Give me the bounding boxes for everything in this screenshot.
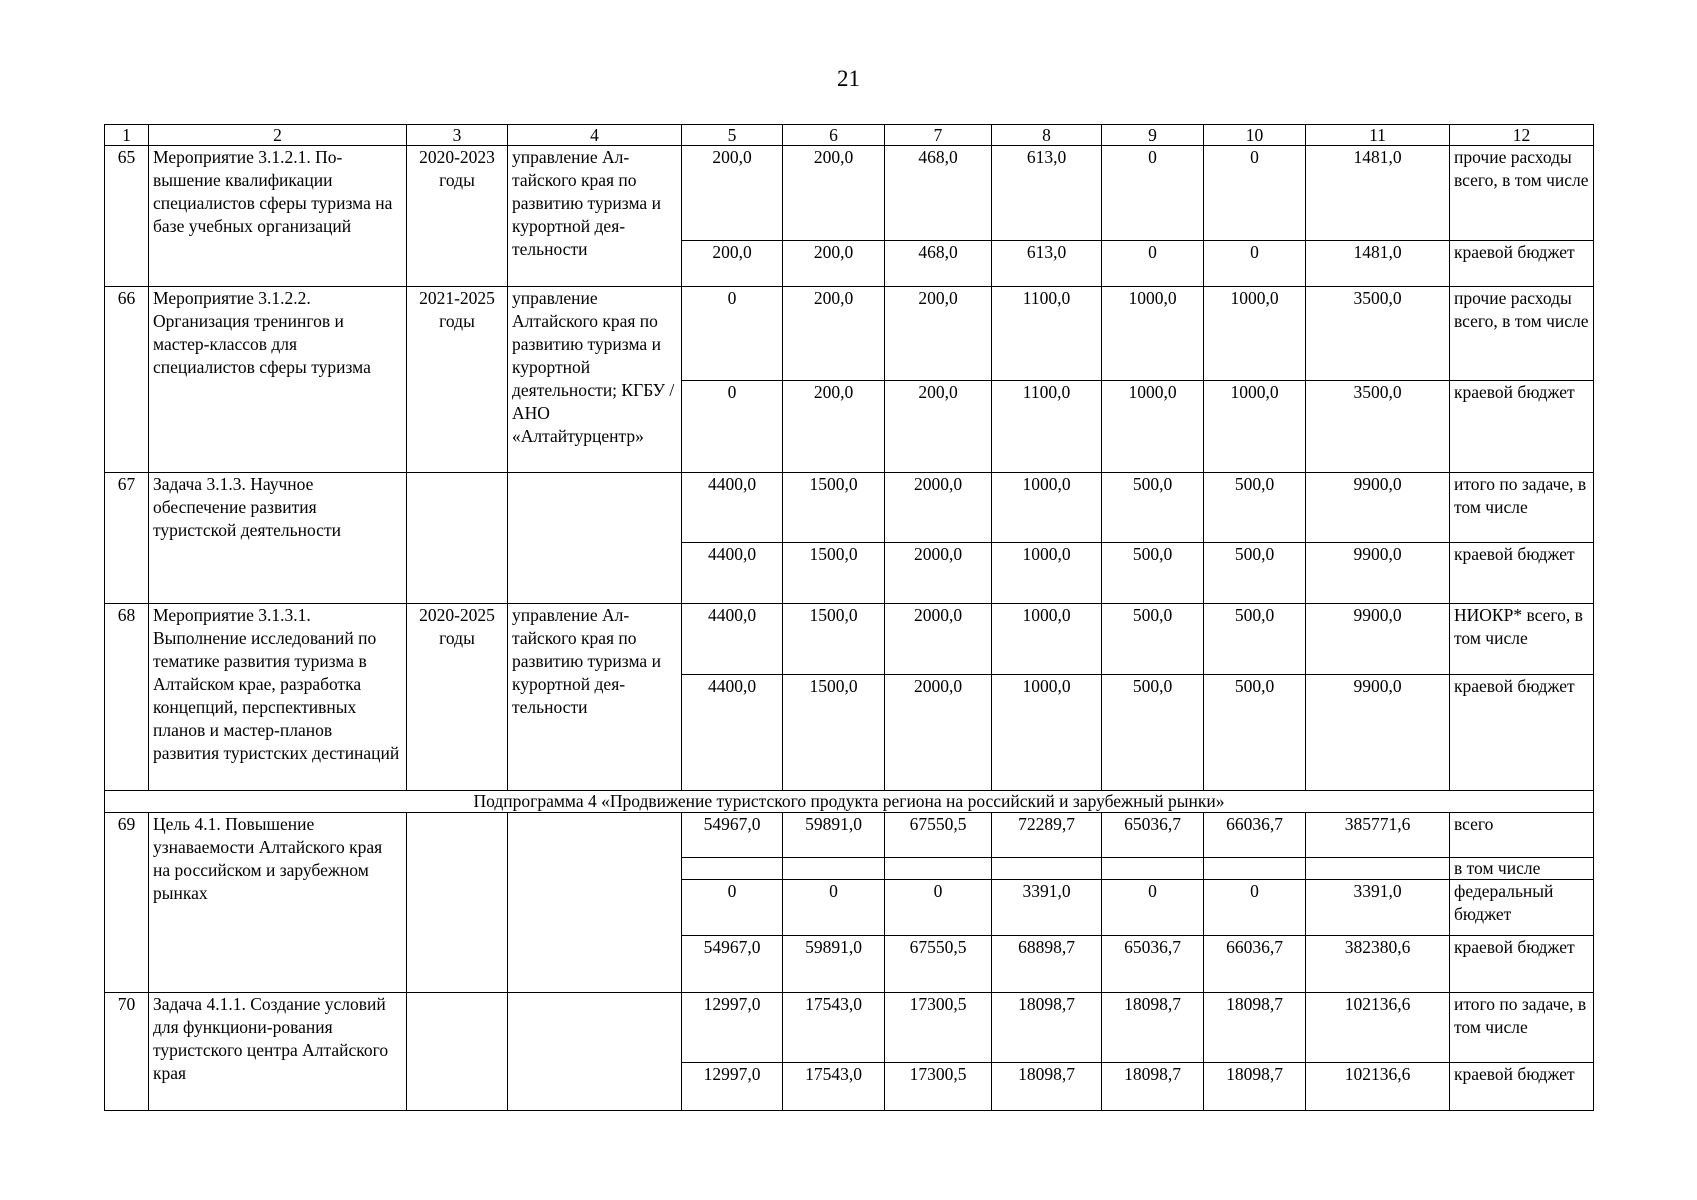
value-cell: 0 — [682, 880, 783, 936]
value-cell: 4400,0 — [682, 604, 783, 675]
subprogram-title: Подпрограмма 4 «Продвижение туристского продукта региона на российский и зарубежный рынки» — [105, 791, 1594, 813]
value-cell: 4400,0 — [682, 473, 783, 543]
funding-source: краевой бюджет — [1450, 241, 1594, 287]
funding-source: краевой бюджет — [1450, 543, 1594, 604]
value-cell: 500,0 — [1102, 473, 1204, 543]
value-cell: 66036,7 — [1204, 813, 1306, 858]
header-cell: 8 — [992, 125, 1102, 146]
total-cell: 382380,6 — [1306, 936, 1450, 993]
header-cell: 6 — [783, 125, 885, 146]
value-cell: 17543,0 — [783, 1063, 885, 1111]
total-cell: 9900,0 — [1306, 473, 1450, 543]
total-cell: 3391,0 — [1306, 880, 1450, 936]
value-cell: 2000,0 — [885, 675, 992, 791]
value-cell: 1000,0 — [992, 604, 1102, 675]
value-cell: 18098,7 — [1204, 993, 1306, 1063]
header-cell: 3 — [407, 125, 508, 146]
value-cell — [992, 858, 1102, 880]
value-cell: 0 — [1204, 241, 1306, 287]
value-cell — [885, 858, 992, 880]
value-cell: 500,0 — [1102, 604, 1204, 675]
value-cell: 3391,0 — [992, 880, 1102, 936]
funding-source: краевой бюджет — [1450, 675, 1594, 791]
executor: управление Ал-тайского края по развитию туризма и курортной дея-тельности — [508, 146, 682, 287]
value-cell: 2000,0 — [885, 473, 992, 543]
header-cell: 12 — [1450, 125, 1594, 146]
value-cell: 17543,0 — [783, 993, 885, 1063]
row-number: 66 — [105, 287, 149, 473]
value-cell: 1100,0 — [992, 381, 1102, 473]
value-cell: 468,0 — [885, 241, 992, 287]
table-row — [105, 287, 1594, 381]
task-name: Задача 3.1.3. Научное обеспечение развития туристской деятельности — [149, 473, 407, 604]
value-cell: 66036,7 — [1204, 936, 1306, 993]
value-cell: 72289,7 — [992, 813, 1102, 858]
header-cell: 5 — [682, 125, 783, 146]
executor: управление Ал-тайского края по развитию туризма и курортной дея-тельности — [508, 604, 682, 791]
value-cell: 4400,0 — [682, 675, 783, 791]
value-cell: 0 — [783, 880, 885, 936]
funding-source: краевой бюджет — [1450, 1063, 1594, 1111]
value-cell: 59891,0 — [783, 813, 885, 858]
value-cell: 54967,0 — [682, 813, 783, 858]
program-table — [104, 124, 1594, 1111]
total-cell: 3500,0 — [1306, 381, 1450, 473]
value-cell: 1000,0 — [1204, 381, 1306, 473]
row-number: 70 — [105, 993, 149, 1111]
measure-name: Мероприятие 3.1.2.2. Организация тренингов и мастер-классов для специалистов сферы туризма — [149, 287, 407, 473]
value-cell: 12997,0 — [682, 993, 783, 1063]
row-number: 67 — [105, 473, 149, 604]
value-cell: 2000,0 — [885, 604, 992, 675]
value-cell: 0 — [1204, 146, 1306, 241]
task-name: Задача 4.1.1. Создание условий для функциони-рования туристского центра Алтайского края — [149, 993, 407, 1111]
value-cell: 500,0 — [1204, 543, 1306, 604]
header-cell: 11 — [1306, 125, 1450, 146]
funding-source: прочие расходы всего, в том числе — [1450, 146, 1594, 241]
period: 2020-2023 годы — [407, 146, 508, 287]
total-cell: 9900,0 — [1306, 675, 1450, 791]
table-row — [105, 473, 1594, 543]
executor — [508, 993, 682, 1111]
header-cell: 2 — [149, 125, 407, 146]
value-cell: 500,0 — [1102, 675, 1204, 791]
header-cell: 7 — [885, 125, 992, 146]
funding-source: всего — [1450, 813, 1594, 858]
value-cell — [1102, 858, 1204, 880]
column-number-row — [105, 125, 1594, 146]
total-cell: 385771,6 — [1306, 813, 1450, 858]
goal-name: Цель 4.1. Повышение узнаваемости Алтайского края на российском и зарубежном рынках — [149, 813, 407, 993]
funding-source: НИОКР* всего, в том числе — [1450, 604, 1594, 675]
value-cell: 0 — [682, 381, 783, 473]
row-number: 65 — [105, 146, 149, 287]
period: 2020-2025 годы — [407, 604, 508, 791]
measure-name: Мероприятие 3.1.2.1. По-вышение квалификации специалистов сферы туризма на базе учебных организаций — [149, 146, 407, 287]
measure-name: Мероприятие 3.1.3.1. Выполнение исследований по тематике развития туризма в Алтайском крае, разработка концепций, перспективных планов и мастер-планов развития туристских дестинаций — [149, 604, 407, 791]
period: 2021-2025 годы — [407, 287, 508, 473]
value-cell: 200,0 — [783, 241, 885, 287]
value-cell: 200,0 — [885, 287, 992, 381]
value-cell: 0 — [1102, 146, 1204, 241]
funding-source: итого по задаче, в том числе — [1450, 993, 1594, 1063]
value-cell: 0 — [1102, 880, 1204, 936]
value-cell: 200,0 — [682, 241, 783, 287]
total-cell: 1481,0 — [1306, 241, 1450, 287]
value-cell — [682, 858, 783, 880]
value-cell: 1500,0 — [783, 543, 885, 604]
funding-source: краевой бюджет — [1450, 936, 1594, 993]
header-cell: 1 — [105, 125, 149, 146]
value-cell: 4400,0 — [682, 543, 783, 604]
value-cell: 68898,7 — [992, 936, 1102, 993]
value-cell: 18098,7 — [1204, 1063, 1306, 1111]
funding-source: в том числе — [1450, 858, 1594, 880]
value-cell: 59891,0 — [783, 936, 885, 993]
period — [407, 813, 508, 993]
table-row — [105, 146, 1594, 241]
value-cell: 200,0 — [783, 146, 885, 241]
value-cell: 1000,0 — [992, 675, 1102, 791]
value-cell: 1000,0 — [992, 543, 1102, 604]
value-cell: 1500,0 — [783, 604, 885, 675]
total-cell: 9900,0 — [1306, 543, 1450, 604]
total-cell: 9900,0 — [1306, 604, 1450, 675]
value-cell: 200,0 — [783, 287, 885, 381]
funding-source: итого по задаче, в том числе — [1450, 473, 1594, 543]
value-cell: 0 — [682, 287, 783, 381]
executor — [508, 473, 682, 604]
period — [407, 993, 508, 1111]
value-cell: 200,0 — [783, 381, 885, 473]
value-cell: 65036,7 — [1102, 813, 1204, 858]
value-cell: 1000,0 — [1204, 287, 1306, 381]
value-cell: 1000,0 — [992, 473, 1102, 543]
value-cell: 18098,7 — [992, 993, 1102, 1063]
total-cell: 1481,0 — [1306, 146, 1450, 241]
page-number: 21 — [837, 66, 860, 91]
value-cell: 613,0 — [992, 241, 1102, 287]
funding-source: федеральный бюджет — [1450, 880, 1594, 936]
value-cell: 0 — [1102, 241, 1204, 287]
total-cell — [1306, 858, 1450, 880]
executor — [508, 813, 682, 993]
period — [407, 473, 508, 604]
total-cell: 102136,6 — [1306, 1063, 1450, 1111]
value-cell: 12997,0 — [682, 1063, 783, 1111]
value-cell: 17300,5 — [885, 993, 992, 1063]
table-row — [105, 993, 1594, 1063]
value-cell: 18098,7 — [1102, 993, 1204, 1063]
value-cell: 1500,0 — [783, 473, 885, 543]
total-cell: 102136,6 — [1306, 993, 1450, 1063]
value-cell: 200,0 — [885, 381, 992, 473]
funding-source: краевой бюджет — [1450, 381, 1594, 473]
value-cell: 200,0 — [682, 146, 783, 241]
header-cell: 10 — [1204, 125, 1306, 146]
value-cell: 468,0 — [885, 146, 992, 241]
funding-source: прочие расходы всего, в том числе — [1450, 287, 1594, 381]
value-cell: 54967,0 — [682, 936, 783, 993]
value-cell: 65036,7 — [1102, 936, 1204, 993]
value-cell: 500,0 — [1204, 675, 1306, 791]
value-cell: 500,0 — [1204, 473, 1306, 543]
value-cell: 18098,7 — [992, 1063, 1102, 1111]
value-cell: 67550,5 — [885, 813, 992, 858]
value-cell: 500,0 — [1204, 604, 1306, 675]
total-cell: 3500,0 — [1306, 287, 1450, 381]
executor: управление Алтайского края по развитию туризма и курортной деятельности; КГБУ / АНО «Алтайтурцентр» — [508, 287, 682, 473]
value-cell: 18098,7 — [1102, 1063, 1204, 1111]
header-cell: 9 — [1102, 125, 1204, 146]
value-cell: 1000,0 — [1102, 381, 1204, 473]
value-cell: 1000,0 — [1102, 287, 1204, 381]
value-cell — [783, 858, 885, 880]
subprogram-row — [105, 791, 1594, 813]
value-cell: 17300,5 — [885, 1063, 992, 1111]
value-cell: 0 — [885, 880, 992, 936]
table-row — [105, 813, 1594, 858]
value-cell: 1100,0 — [992, 287, 1102, 381]
value-cell: 0 — [1204, 880, 1306, 936]
value-cell — [1204, 858, 1306, 880]
row-number: 68 — [105, 604, 149, 791]
row-number: 69 — [105, 813, 149, 993]
table-row — [105, 604, 1594, 675]
value-cell: 500,0 — [1102, 543, 1204, 604]
value-cell: 2000,0 — [885, 543, 992, 604]
value-cell: 1500,0 — [783, 675, 885, 791]
header-cell: 4 — [508, 125, 682, 146]
value-cell: 613,0 — [992, 146, 1102, 241]
value-cell: 67550,5 — [885, 936, 992, 993]
